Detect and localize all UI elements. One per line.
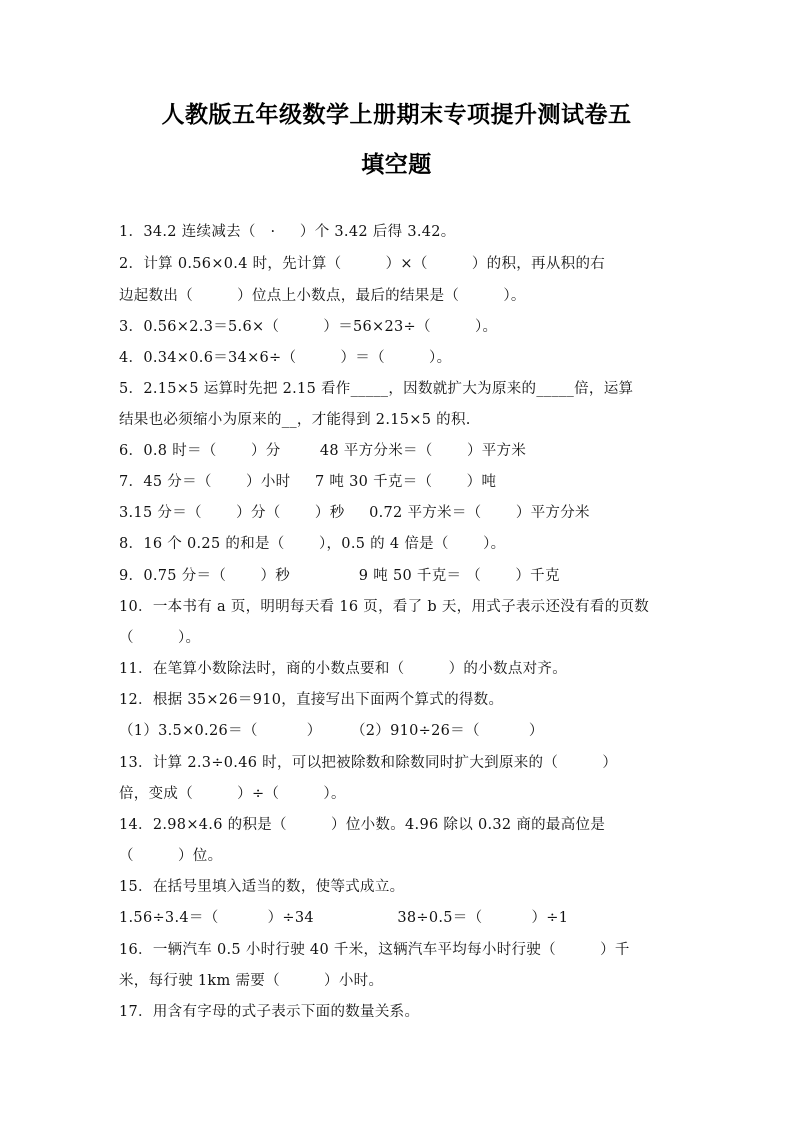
question-line: 倍，变成（ ）÷（ ）。 <box>119 786 346 802</box>
question-line: 4．0.34×0.6＝34×6÷（ ）＝（ ）。 <box>119 350 452 366</box>
question-line: 17．用含有字母的式子表示下面的数量关系。 <box>119 1004 420 1020</box>
question-line: 8．16 个 0.25 的和是（ ），0.5 的 4 倍是（ ）。 <box>119 536 506 552</box>
question-line: （ ）。 <box>119 630 201 646</box>
question-line: 边起数出（ ）位点上小数点，最后的结果是（ ）。 <box>119 288 526 304</box>
question-line: 15．在括号里填入适当的数，使等式成立。 <box>119 879 405 895</box>
question-line: 米，每行驶 1km 需要（ ）小时。 <box>119 973 384 989</box>
question-line: 14．2.98×4.6 的积是（ ）位小数。4.96 除以 0.32 商的最高位是 <box>119 817 606 833</box>
question-line: 12．根据 35×26＝910，直接写出下面两个算式的得数。 <box>119 692 504 708</box>
question-line: 16．一辆汽车 0.5 小时行驶 40 千米，这辆汽车平均每小时行驶（ ）千 <box>119 942 630 958</box>
document-subtitle: 填空题 <box>361 152 432 178</box>
question-line: （1）3.5×0.26＝（ ） （2）910÷26＝（ ） <box>119 723 544 739</box>
question-line: 2．计算 0.56×0.4 时，先计算（ ）×（ ）的积，再从积的右 <box>119 256 606 272</box>
document-title: 人教版五年级数学上册期末专项提升测试卷五 <box>161 102 632 128</box>
question-line: 6．0.8 时＝（ ）分 48 平方分米＝（ ）平方米 <box>119 443 527 459</box>
question-line: 3.15 分＝（ ）分（ ）秒 0.72 平方米＝（ ）平方分米 <box>119 505 590 521</box>
question-line: 9．0.75 分＝（ ）秒 9 吨 50 千克＝ （ ）千克 <box>119 568 560 584</box>
question-line: 13．计算 2.3÷0.46 时，可以把被除数和除数同时扩大到原来的（ ） <box>119 755 618 771</box>
question-line: （ ）位。 <box>119 848 223 864</box>
question-line: 1．34.2 连续减去（ · ）个 3.42 后得 3.42。 <box>119 224 456 240</box>
question-line: 3．0.56×2.3＝5.6×（ ）＝56×23÷（ ）。 <box>119 319 498 335</box>
question-line: 结果也必须缩小为原来的__，才能得到 2.15×5 的积. <box>119 412 471 428</box>
question-line: 10．一本书有 a 页，明明每天看 16 页，看了 b 天，用式子表示还没有看的页数 <box>119 599 650 615</box>
question-line: 11．在笔算小数除法时，商的小数点要和（ ）的小数点对齐。 <box>119 661 568 677</box>
question-line: 1.56÷3.4＝（ ）÷34 38÷0.5＝（ ）÷1 <box>119 910 569 926</box>
question-line: 5．2.15×5 运算时先把 2.15 看作_____，因数就扩大为原来的_____倍，运算 <box>119 381 634 397</box>
question-line: 7．45 分＝（ ）小时 7 吨 30 千克＝（ ）吨 <box>119 474 497 490</box>
